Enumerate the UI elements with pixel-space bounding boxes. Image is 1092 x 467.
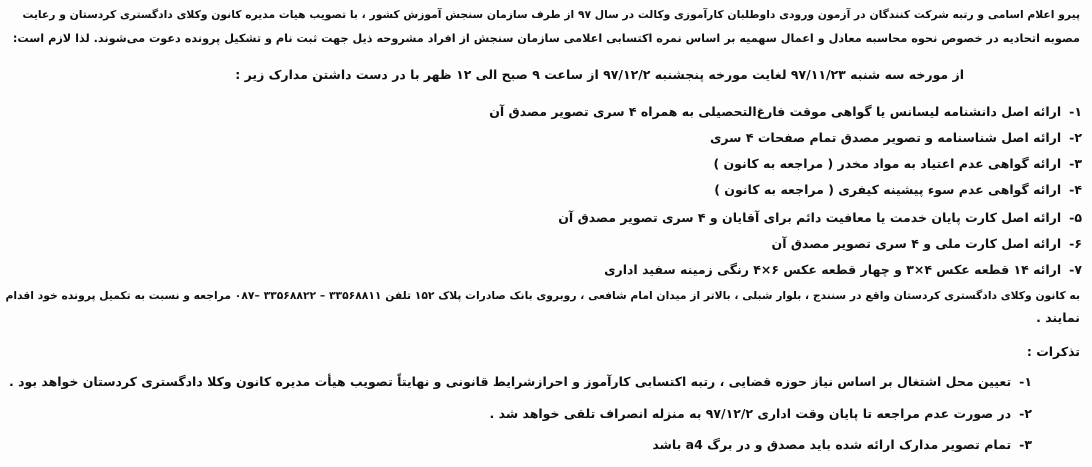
- requirement-number: ۱-: [1069, 104, 1082, 119]
- note-item-2: [490, 405, 1032, 423]
- requirement-text: ارائه گواهی عدم اعتیاد به مواد مخدر ( مراجعه به کانون ): [713, 156, 1062, 171]
- note-item-3: [652, 436, 1032, 454]
- intro-line-1: پیرو اعلام اسامی و رتبه شرکت کنندگان در آزمون ورودی داوطلبان کارآموزی وکالت در سال ۹۷ از طرف سازمان سنجش آموزش کشور ، با تصویب هیات مدیره کانون وکلای دادگستری کردستان و رعایت: [22, 8, 1080, 21]
- requirement-text: ارائه اصل شناسنامه و تصویر مصدق تمام صفحات ۴ سری: [709, 130, 1062, 145]
- requirement-text: ارائه اصل کارت ملی و ۴ سری تصویر مصدق آن: [771, 236, 1062, 251]
- requirement-number: ۳-: [1069, 156, 1082, 171]
- intro-line-2-emphasis: لذا لازم است:: [12, 32, 90, 45]
- requirement-number: ۲-: [1069, 130, 1082, 145]
- note-number: ۱-: [1019, 374, 1032, 389]
- requirement-item-5: [558, 209, 1082, 227]
- requirement-item-4: [714, 181, 1082, 199]
- schedule-line: از مورخه سه شنبه ۹۷/۱۱/۲۳ لغایت مورخه پنجشنبه ۹۷/۱۲/۲ از ساعت ۹ صبح الی ۱۲ ظهر با در دست داشتن مدارک زیر :: [235, 67, 964, 82]
- note-number: ۲-: [1019, 406, 1032, 421]
- note-item-1: [9, 373, 1032, 391]
- requirement-item-6: [772, 235, 1082, 253]
- requirement-text: ارائه گواهی عدم سوء پیشینه کیفری ( مراجعه به کانون ): [714, 182, 1062, 197]
- note-text: تمام تصویر مدارک ارائه شده باید مصدق و در برگ a4 باشد: [652, 437, 1012, 452]
- requirement-text: ارائه ۱۴ قطعه عکس ۴×۳ و چهار قطعه عکس ۶×۴ رنگی زمینه سفید اداری: [604, 262, 1062, 277]
- address-line-2: نمایند .: [1036, 310, 1080, 325]
- intro-line-2: [13, 30, 1080, 48]
- intro-line-2-text: مصوبه اتحادیه در خصوص نحوه محاسبه معادل و اعمال سهمیه بر اساس نمره اکتسابی اعلامی سازمان سنجش از افراد مشروحه ذیل جهت ثبت نام و تشکیل پرونده دعوت می‌شوند.: [93, 32, 1080, 45]
- requirement-text: ارائه اصل دانشنامه لیسانس یا گواهی موقت فارغ‌التحصیلی به همراه ۴ سری تصویر مصدق آن: [489, 104, 1062, 119]
- requirement-number: ۷-: [1069, 262, 1082, 277]
- note-number: ۳-: [1019, 437, 1032, 452]
- address-line-1: به کانون وکلای دادگستری کردستان واقع در سنندج ، بلوار شبلی ، بالاتر از میدان امام شافعی ، روبروی بانک صادرات پلاک ۱۵۲ تلفن ۳۳۵۶۸۸۱۱ – ۳۳۵۶۸۸۲۲ –۰۸۷ مراجعه و نسبت به تکمیل پرونده خود اقدام: [5, 289, 1080, 302]
- requirement-number: ۴-: [1069, 182, 1082, 197]
- requirement-number: ۵-: [1069, 210, 1082, 225]
- requirement-item-3: [713, 155, 1082, 173]
- requirement-text: ارائه اصل کارت پایان خدمت یا معافیت دائم برای آقایان و ۴ سری تصویر مصدق آن: [558, 210, 1062, 225]
- note-text: در صورت عدم مراجعه تا پایان وقت اداری ۹۷/۱۲/۲ به منزله انصراف تلقی خواهد شد .: [489, 406, 1012, 421]
- requirement-item-1: [489, 103, 1082, 121]
- requirement-item-2: [710, 129, 1082, 147]
- notes-heading: تذکرات :: [1026, 344, 1080, 359]
- requirement-item-7: [604, 261, 1082, 279]
- note-text: تعیین محل اشتغال بر اساس نیاز حوزه قضایی ، رتبه اکتسابی کارآموز و احرازشرایط قانونی و نهایتاً تصویب هیأت مدیره کانون وکلا دادگستری کردستان خواهد بود .: [8, 374, 1012, 389]
- requirement-number: ۶-: [1069, 236, 1082, 251]
